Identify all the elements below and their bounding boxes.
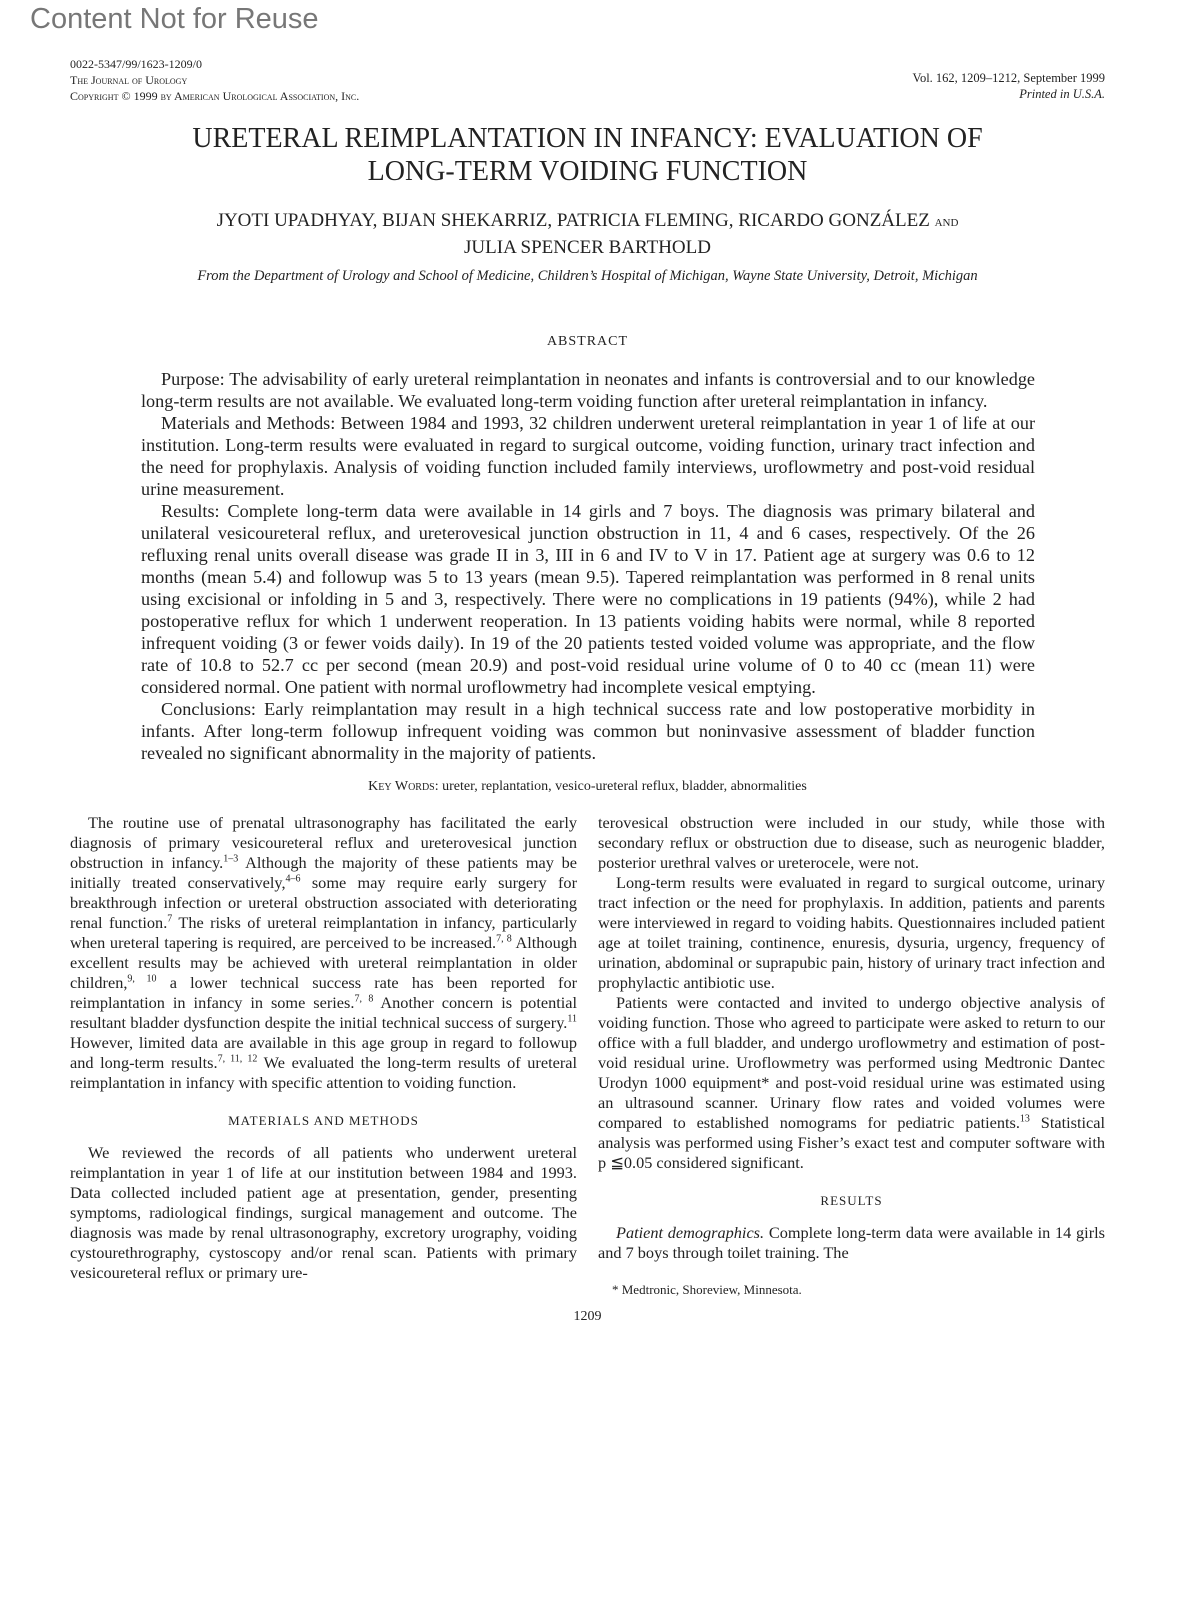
article-title: URETERAL REIMPLANTATION IN INFANCY: EVALUATION OF LONG-TERM VOIDING FUNCTION [192,123,983,187]
text-run: However, limited data are available in this age group in regard to followup and long-term results. [70,1033,577,1072]
right-column-wrapper [598,813,1105,1298]
text-run: Long-term results were evaluated in regard to surgical outcome, urinary tract infection or the need for prophylaxis. In addition, patients and parents were interviewed in regard to voiding habits. Questionnaires included patient age at toilet training, continence, enuresis, dysuria, urgency, frequency of urination, abdominal or suprapubic pain, history of urinary tract infection and prophylactic antibiotic use. [598,873,1105,992]
text-run: Conclusions: Early reimplantation may result in a high technical success rate and low postoperative morbidity in infants. After long-term followup infrequent voiding was common but noninvasive assessment of bladder function revealed no significant abnormality in the majority of patients. [141,699,1035,763]
printed-info: Printed in U.S.A. [1019,87,1105,101]
text-run: We reviewed the records of all patients who underwent ureteral reimplantation in year 1 of life at our institution between 1984 and 1993. Data collected included patient age at presentation, gender, presenting symptoms, radiological findings, surgical management and outcome. The diagnosis was made by renal ultrasonography, excretory urography, voiding cystourethrography, cystoscopy and/or renal scan. Patients with primary vesicoureteral reflux or primary ure- [70,1143,577,1282]
text-run: Although the majority of these patients may be initially treated conservatively, [70,853,577,892]
body-paragraph [598,993,1105,1173]
section-heading: MATERIALS AND METHODS [228,1113,419,1128]
page-number: 1209 [573,1309,602,1324]
text-run: Purpose: The advisability of early ureteral reimplantation in neonates and infants is controversial and to our knowledge long-term results are not available. We evaluated long-term voiding function after ureteral reimplantation in infancy. [141,369,1035,411]
text-run: Although excellent results may be achieved with ureteral reimplantation in older children, [70,933,578,992]
abstract-paragraph [141,698,1035,764]
journal-header-left [70,56,359,104]
text-run: some may require early surgery for breakthrough infection or ureteral obstruction associated with deteriorating renal function. [70,873,577,932]
watermark: Content Not for Reuse [30,3,319,35]
body-paragraph [598,873,1105,993]
body-paragraph [598,813,1105,873]
citation-superscript: 7, 8 [354,993,374,1005]
text-run: The routine use of prenatal ultrasonography has facilitated the early diagnosis of primary vesicoureteral reflux and ureterovesical junction obstruction in infancy. [70,813,577,872]
citation-superscript: 7 [167,913,173,925]
body-columns [70,813,1175,1298]
authors [0,208,1175,261]
section-heading: RESULTS [820,1193,883,1208]
citation-superscript: 13 [1019,1113,1030,1125]
footnote: * Medtronic, Shoreview, Minnesota. [612,1282,802,1297]
body-paragraph [598,1223,1105,1263]
abstract-heading: ABSTRACT [546,334,629,349]
body-paragraph [70,813,577,1093]
citation-superscript: 7, 11, 12 [217,1053,258,1065]
article-code: 0022-5347/99/1623-1209/0 [70,57,202,71]
abstract-paragraph [141,500,1035,698]
citation-superscript: 4–6 [285,873,301,885]
text-run: Materials and Methods: Between 1984 and 1993, 32 children underwent ureteral reimplantation in year 1 of life at our institution. Long-term results were evaluated in regard to surgical outcome, voiding function, urinary tract infection and the need for prophylaxis. Analysis of voiding function included family interviews, uroflowmetry and post-void residual urine measurement. [141,413,1035,499]
authors-and: and [934,214,959,230]
text-run: a lower technical success rate has been reported for reimplantation in infancy in some series. [70,973,578,1012]
left-column [70,813,577,1283]
text-run: Complete long-term data were available in 14 girls and 7 boys through toilet training. The [598,1223,1105,1262]
key-words [0,778,1175,796]
key-words-label: Key Words: [368,779,439,794]
abstract-paragraph [141,368,1035,412]
abstract [141,368,1035,764]
affiliation: From the Department of Urology and School of Medicine, Children’s Hospital of Michigan, Wayne State University, Detroit, Michigan [197,268,978,284]
right-column [598,813,1105,1263]
text-run: Another concern is potential resultant bladder dysfunction despite the initial technical success of surgery. [70,993,578,1032]
text-run: The risks of ureteral reimplantation in infancy, particularly when ureteral tapering is required, are perceived to be increased. [70,913,578,952]
journal-name: The Journal of Urology [70,73,188,87]
text-run: Statistical analysis was performed using Fisher’s exact test and computer software with p ≦0.05 considered significant. [598,1113,1105,1172]
body-paragraph [70,1143,577,1283]
text-run: Results: Complete long-term data were available in 14 girls and 7 boys. The diagnosis was primary bilateral and unilateral vesicoureteral reflux, and ureterovesical junction obstruction in 11, 4 and 6 cases, respectively. Of the 26 refluxing renal units overall disease was grade II in 3, III in 6 and IV to V in 17. Patient age at surgery was 0.6 to 12 months (mean 5.4) and followup was 5 to 13 years (mean 9.5). Tapered reimplantation was performed in 8 renal units using excisional or infolding in 5 and 3, respectively. There were no complications in 19 patients (94%), while 2 had postoperative reflux for which 1 underwent reoperation. In 13 patients voiding habits were normal, while 8 reported infrequent voiding (3 or fewer voids daily). In 19 of the 20 patients tested voided volume was appropriate, and the flow rate of 10.8 to 52.7 cc per second (mean 20.9) and post-void residual urine volume of 0 to 40 cc (mean 11) were considered normal. One patient with normal uroflowmetry had incomplete vesical emptying. [141,501,1035,697]
abstract-paragraph [141,412,1035,500]
article-flow [0,368,1175,1336]
subsection-heading: Patient demographics. [616,1223,765,1242]
text-run: Patients were contacted and invited to undergo objective analysis of voiding function. Those who agreed to participate were asked to return to our office with a full bladder, and undergo uroflowmetry and estimation of post-void residual urine. Uroflowmetry was performed using Medtronic Dantec Urodyn 1000 equipment* and post-void residual urine was estimated using an ultrasound scanner. Urinary flow rates and voided volumes were compared to established nomograms for pediatric patients. [598,993,1105,1132]
text-run: We evaluated the long-term results of ureteral reimplantation in infancy with specific attention to voiding function. [70,1053,577,1092]
volume-info: Vol. 162, 1209–1212, September 1999 [912,71,1105,85]
authors-line-1: JYOTI UPADHYAY, BIJAN SHEKARRIZ, PATRICIA FLEMING, RICARDO GONZÁLEZ [216,210,930,231]
citation-superscript: 1–3 [223,853,239,865]
copyright: Copyright © 1999 by American Urological Association, Inc. [70,89,360,103]
text-run: terovesical obstruction were included in our study, while those with secondary reflux or obstruction due to disease, such as neurogenic bladder, posterior urethral valves or ureterocele, were not. [598,813,1105,872]
citation-superscript: 11 [567,1013,577,1025]
citation-superscript: 7, 8 [496,933,512,945]
journal-header-right [913,70,1105,102]
key-words-list: ureter, replantation, vesico-ureteral reflux, bladder, abnormalities [442,779,807,794]
citation-superscript: 9, 10 [127,973,157,985]
authors-line-2: JULIA SPENCER BARTHOLD [464,237,711,258]
